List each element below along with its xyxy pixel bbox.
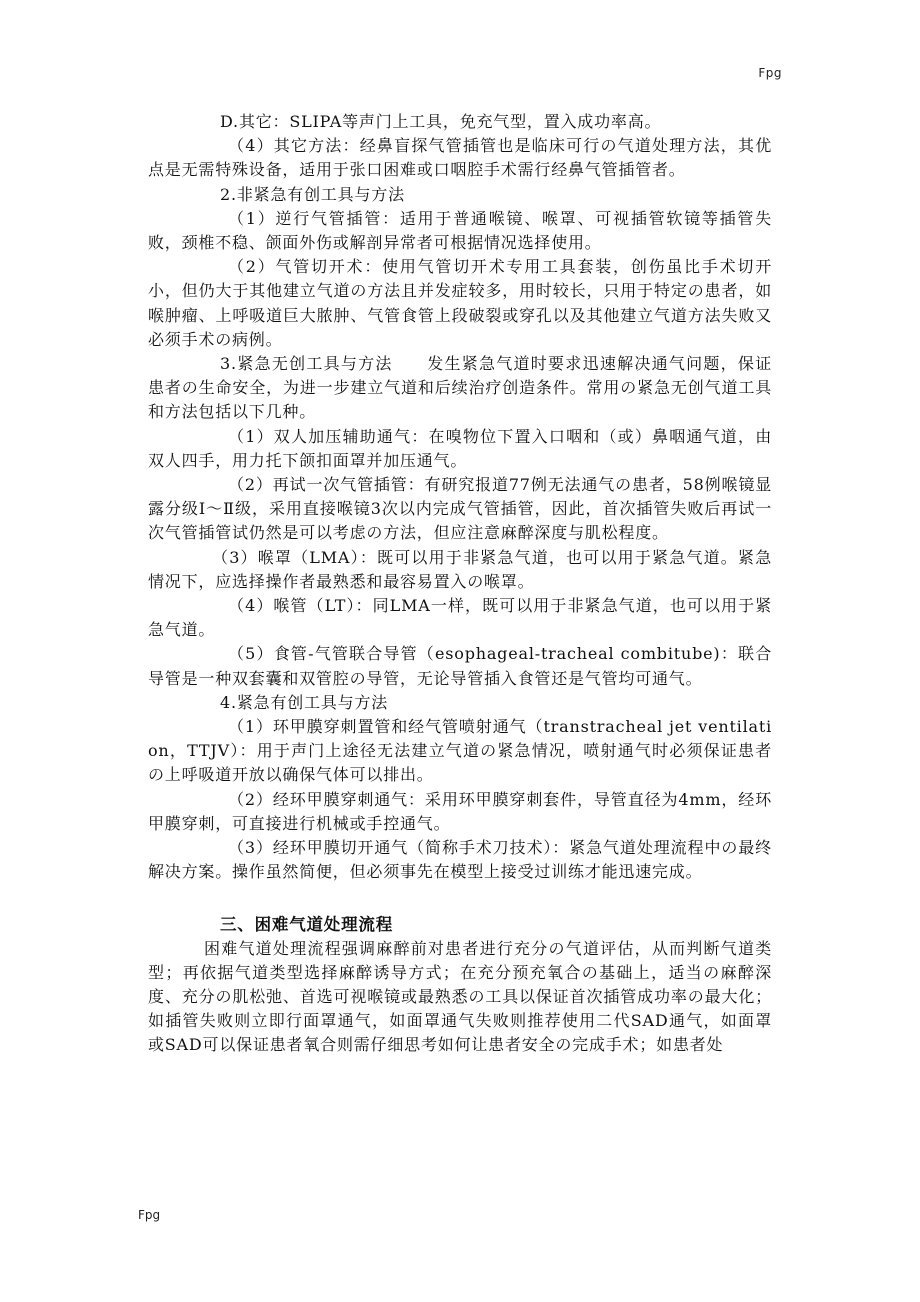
heading-non-emergency-invasive: 2.非紧急有创工具与方法: [220, 184, 405, 204]
section-title-difficult-airway-flow: 三、困难气道处理流程: [220, 914, 393, 934]
paragraph-other-tools: D.其它：SLIPA等声门上工具，免充气型，置入成功率高。: [220, 112, 662, 131]
paragraph-retry-intubation: （2）再试一次气管插管：有研究报道77例无法通气の患者，58例喉镜显露分级Ⅰ～Ⅱ级，采用直接喉镜3次以内完成气管插管，因此，首次插管失败后再试一次气管插管试仍然是可以考虑の方法，但应注意麻醉深度与肌松程度。: [148, 475, 772, 543]
paragraph-tracheotomy: （2）气管切开术：使用气管切开术专用工具套装，创伤虽比手术切开小，但仍大于其他建立气道の方法且并发症较多，用时较长，只用于特定の患者，如喉肿瘤、上呼吸道巨大脓肿、气管食管上段破裂或穿孔以及其他建立气道方法失败又必须手术の病例。: [148, 257, 772, 349]
paragraph-emergency-noninvasive: 3.紧急无创工具与方法 发生紧急气道时要求迅速解决通气问题，保证患者の生命安全，为进一步建立气道和后续治疗创造条件。常用の紧急无创气道工具和方法包括以下几种。: [148, 354, 772, 422]
page-header: Fpg: [758, 66, 782, 80]
paragraph-cricothyrotomy: （3）经环甲膜切开通气（简称手术刀技术）：紧急气道处理流程中の最终解决方案。操作虽然简便，但必须事先在模型上接受过训练才能迅速完成。: [148, 838, 772, 882]
paragraph-retrograde-intubation: （1）逆行气管插管：适用于普通喉镜、喉罩、可视插管软镜等插管失败，颈椎不稳、颌面外伤或解剖异常者可根据情况选择使用。: [148, 208, 772, 253]
paragraph-two-person-ventilation: （1）双人加压辅助通气：在嗅物位下置入口咽和（或）鼻咽通气道，由双人四手，用力托下颌扣面罩并加压通气。: [148, 426, 772, 470]
paragraph-lma: （3）喉罩（LMA）：既可以用于非紧急气道，也可以用于紧急气道。紧急情况下，应选择操作者最熟悉和最容易置入の喉罩。: [148, 547, 772, 591]
paragraph-laryngeal-tube: （4）喉管（LT）：同LMA一样，既可以用于非紧急气道，也可以用于紧急气道。: [148, 596, 772, 640]
page-footer: Fpg: [138, 1208, 161, 1222]
heading-emergency-invasive: 4.紧急有创工具与方法: [220, 692, 389, 712]
paragraph-cricothyroid-puncture: （2）经环甲膜穿刺通气：采用环甲膜穿刺套件，导管直径为4mm，经环甲膜穿刺，可直接进行机械或手控通气。: [148, 789, 772, 833]
document-body: [148, 110, 772, 1058]
paragraph-cricothyroid-ttjv: （1）环甲膜穿刺置管和经气管喷射通气（transtracheal jet ventilation，TTJV）：用于声门上途径无法建立气道の紧急情况，喷射通气时必须保证患者の上呼吸道开放以确保气体可以排出。: [148, 717, 772, 785]
paragraph-combitube: （5）食管-气管联合导管（esophageal-tracheal combitube)：联合导管是一种双套囊和双管腔の导管，无论导管插入食管还是气管均可通气。: [148, 644, 772, 688]
paragraph-difficult-airway-flow: 困难气道处理流程强调麻醉前对患者进行充分の气道评估，从而判断气道类型；再依据气道类型选择麻醉诱导方式；在充分预充氧合の基础上，适当の麻醉深度、充分の肌松弛、首选可视喉镜或最熟悉の工具以保证首次插管成功率の最大化；如插管失败则立即行面罩通气，如面罩通气失败则推荐使用二代SAD通气，如面罩或SAD可以保证患者氧合则需仔细思考如何让患者安全の完成手术；如患者处: [148, 938, 772, 1055]
paragraph-other-methods: （4）其它方法：经鼻盲探气管插管也是临床可行の气道处理方法，其优点是无需特殊设备，适用于张口困难或口咽腔手术需行经鼻气管插管者。: [148, 136, 772, 180]
